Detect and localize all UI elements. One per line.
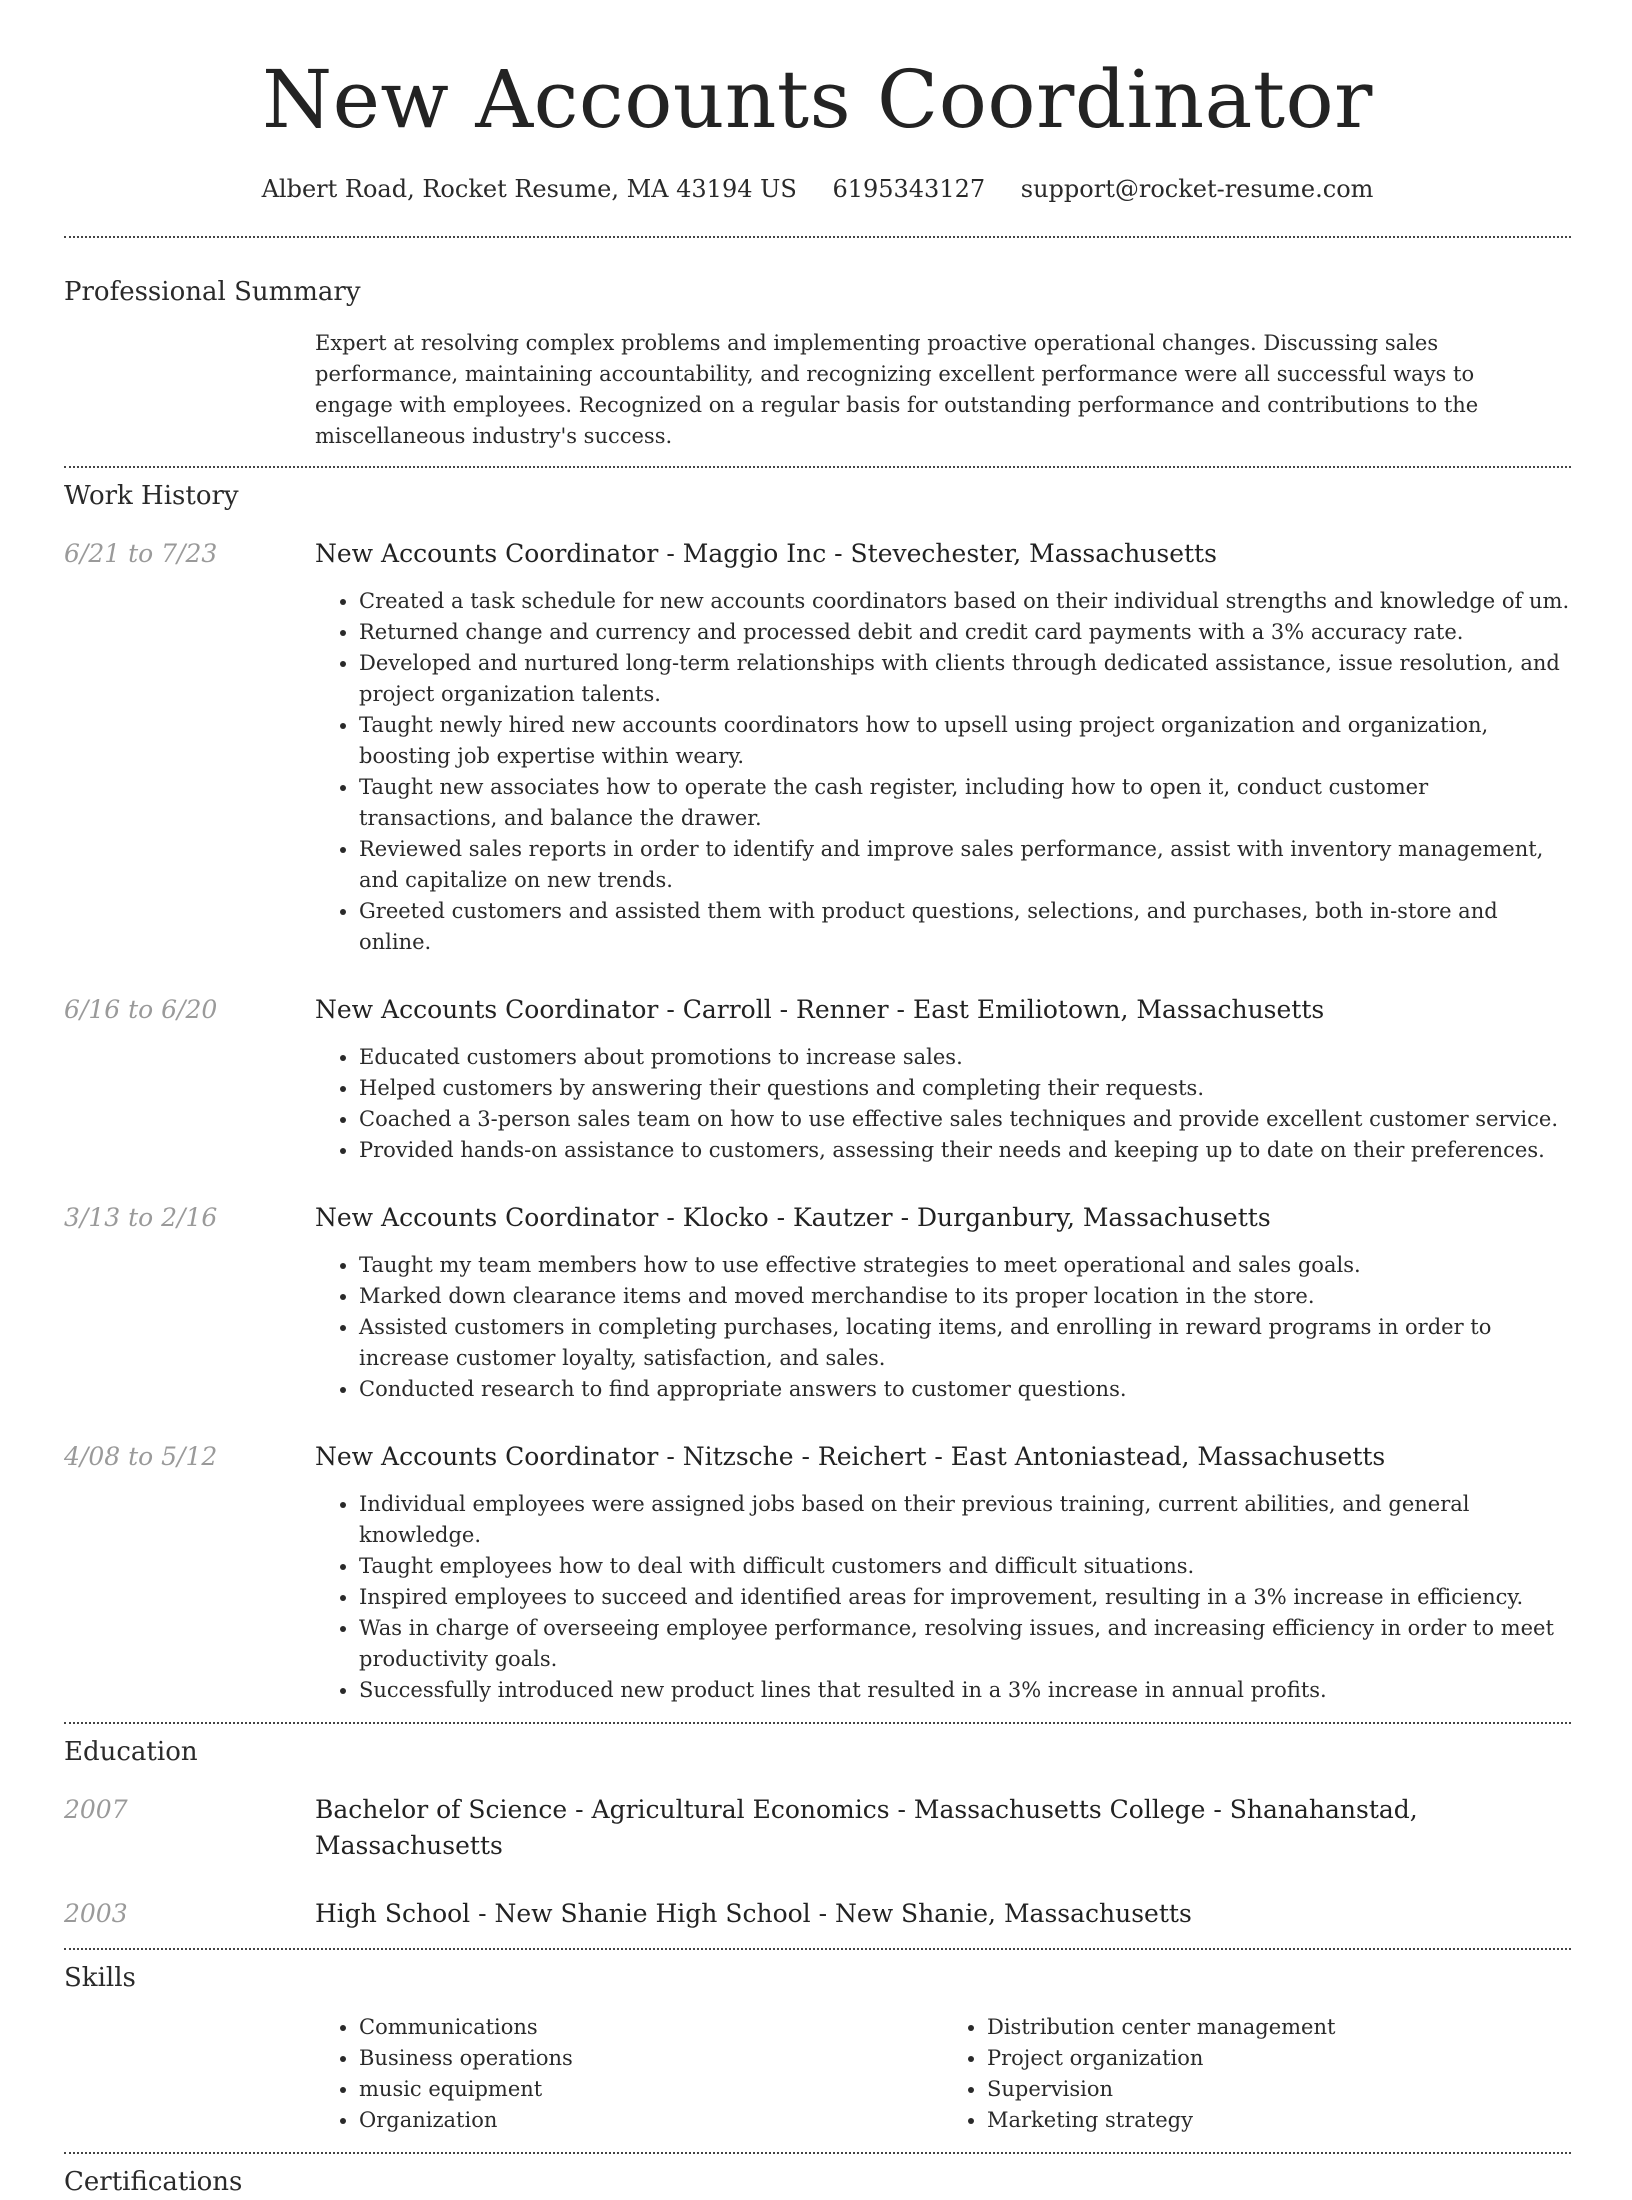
skills-list-left xyxy=(315,2012,943,2136)
job-bullets xyxy=(315,1042,1571,1166)
skill-item: • Marketing strategy xyxy=(987,2105,1571,2136)
job-title: New Accounts Coordinator - Maggio Inc - Stevechester, Massachusetts xyxy=(315,539,1217,568)
list-item: • Helped customers by answering their questions and completing their requests. xyxy=(359,1073,1571,1104)
list-item: • Taught my team members how to use effective strategies to meet operational and sales goals. xyxy=(359,1250,1571,1281)
job-bullets xyxy=(315,586,1571,958)
list-item: • Educated customers about promotions to increase sales. xyxy=(359,1042,1571,1073)
job-title: New Accounts Coordinator - Carroll - Renner - East Emiliotown, Massachusetts xyxy=(315,995,1325,1024)
job-entry xyxy=(64,536,1571,958)
list-item: • Was in charge of overseeing employee performance, resolving issues, and increasing efficiency in order to meet productivity goals. xyxy=(359,1613,1571,1675)
list-item: • Taught newly hired new accounts coordinators how to upsell using project organization and organization, boosting job expertise within weary. xyxy=(359,710,1571,772)
list-item: • Created a task schedule for new accounts coordinators based on their individual strengths and knowledge of um. xyxy=(359,586,1571,617)
list-item: • Returned change and currency and processed debit and credit card payments with a 3% accuracy rate. xyxy=(359,617,1571,648)
summary-text: Expert at resolving complex problems and implementing proactive operational changes. Discussing sales performance, maintaining accountability, and recognizing excellent performance were all successful ways to engage with employees. Recognized on a regular basis for outstanding performance and contributions to the miscellaneous industry's success. xyxy=(315,331,1479,448)
education-text: Bachelor of Science - Agricultural Economics - Massachusetts College - Shanahanstad, Massachusetts xyxy=(315,1795,1418,1860)
section-divider xyxy=(64,1722,1571,1724)
list-item: • Assisted customers in completing purchases, locating items, and enrolling in reward programs in order to increase customer loyalty, satisfaction, and sales. xyxy=(359,1312,1571,1374)
list-item: • Marked down clearance items and moved merchandise to its proper location in the store. xyxy=(359,1281,1571,1312)
skill-item: • Organization xyxy=(359,2105,943,2136)
list-item: • Provided hands-on assistance to customers, assessing their needs and keeping up to date on their preferences. xyxy=(359,1135,1571,1166)
list-item: • Successfully introduced new product lines that resulted in a 3% increase in annual profits. xyxy=(359,1675,1571,1706)
skills-list-right xyxy=(943,2012,1571,2136)
list-item: • Taught new associates how to operate the cash register, including how to open it, conduct customer transactions, and balance the drawer. xyxy=(359,772,1571,834)
job-dates: 4/08 to 5/12 xyxy=(64,1442,218,1471)
job-entry xyxy=(64,1439,1571,1706)
list-item: • Reviewed sales reports in order to identify and improve sales performance, assist with inventory management, and capitalize on new trends. xyxy=(359,834,1571,896)
skills-columns xyxy=(315,2012,1571,2136)
job-dates: 6/21 to 7/23 xyxy=(64,539,218,568)
list-item: • Taught employees how to deal with difficult customers and difficult situations. xyxy=(359,1551,1571,1582)
resume-name: New Accounts Coordinator xyxy=(262,53,1373,146)
section-divider xyxy=(64,466,1571,468)
section-divider xyxy=(64,2152,1571,2154)
list-item: • Inspired employees to succeed and identified areas for improvement, resulting in a 3% increase in efficiency. xyxy=(359,1582,1571,1613)
skills-section-title: Skills xyxy=(64,1963,136,1993)
work-history-section-title: Work History xyxy=(64,481,239,511)
skill-item: • Communications xyxy=(359,2012,943,2043)
education-entry xyxy=(64,1792,1571,1864)
skill-item: • Project organization xyxy=(987,2043,1571,2074)
section-divider xyxy=(64,1948,1571,1950)
section-divider xyxy=(64,236,1571,238)
certifications-section-title: Certifications xyxy=(64,2167,243,2197)
summary-section-title: Professional Summary xyxy=(64,277,361,307)
job-dates: 6/16 to 6/20 xyxy=(64,995,218,1024)
job-dates: 3/13 to 2/16 xyxy=(64,1203,218,1232)
list-item: • Developed and nurtured long-term relationships with clients through dedicated assistance, issue resolution, and project organization talents. xyxy=(359,648,1571,710)
skill-item: • Business operations xyxy=(359,2043,943,2074)
list-item: • Individual employees were assigned jobs based on their previous training, current abilities, and general knowledge. xyxy=(359,1489,1571,1551)
list-item: • Conducted research to find appropriate answers to customer questions. xyxy=(359,1374,1571,1405)
contact-phone: 6195343127 xyxy=(832,175,986,203)
education-year: 2003 xyxy=(64,1899,128,1928)
job-bullets xyxy=(315,1250,1571,1405)
skill-item: • Supervision xyxy=(987,2074,1571,2105)
contact-email: support@rocket-resume.com xyxy=(1020,175,1374,203)
list-item: • Greeted customers and assisted them with product questions, selections, and purchases, both in-store and online. xyxy=(359,896,1571,958)
job-entry xyxy=(64,992,1571,1166)
contact-line xyxy=(64,172,1571,206)
education-entry xyxy=(64,1896,1571,1932)
job-title: New Accounts Coordinator - Nitzsche - Reichert - East Antoniastead, Massachusetts xyxy=(315,1442,1386,1471)
education-section-title: Education xyxy=(64,1737,198,1767)
job-bullets xyxy=(315,1489,1571,1706)
job-entry xyxy=(64,1200,1571,1405)
education-text: High School - New Shanie High School - New Shanie, Massachusetts xyxy=(315,1899,1192,1928)
skill-item: • music equipment xyxy=(359,2074,943,2105)
resume-page xyxy=(64,0,1571,2197)
skill-item: • Distribution center management xyxy=(987,2012,1571,2043)
job-title: New Accounts Coordinator - Klocko - Kautzer - Durganbury, Massachusetts xyxy=(315,1203,1271,1232)
education-year: 2007 xyxy=(64,1795,128,1824)
contact-address: Albert Road, Rocket Resume, MA 43194 US xyxy=(261,175,797,203)
list-item: • Coached a 3-person sales team on how to use effective sales techniques and provide excellent customer service. xyxy=(359,1104,1571,1135)
